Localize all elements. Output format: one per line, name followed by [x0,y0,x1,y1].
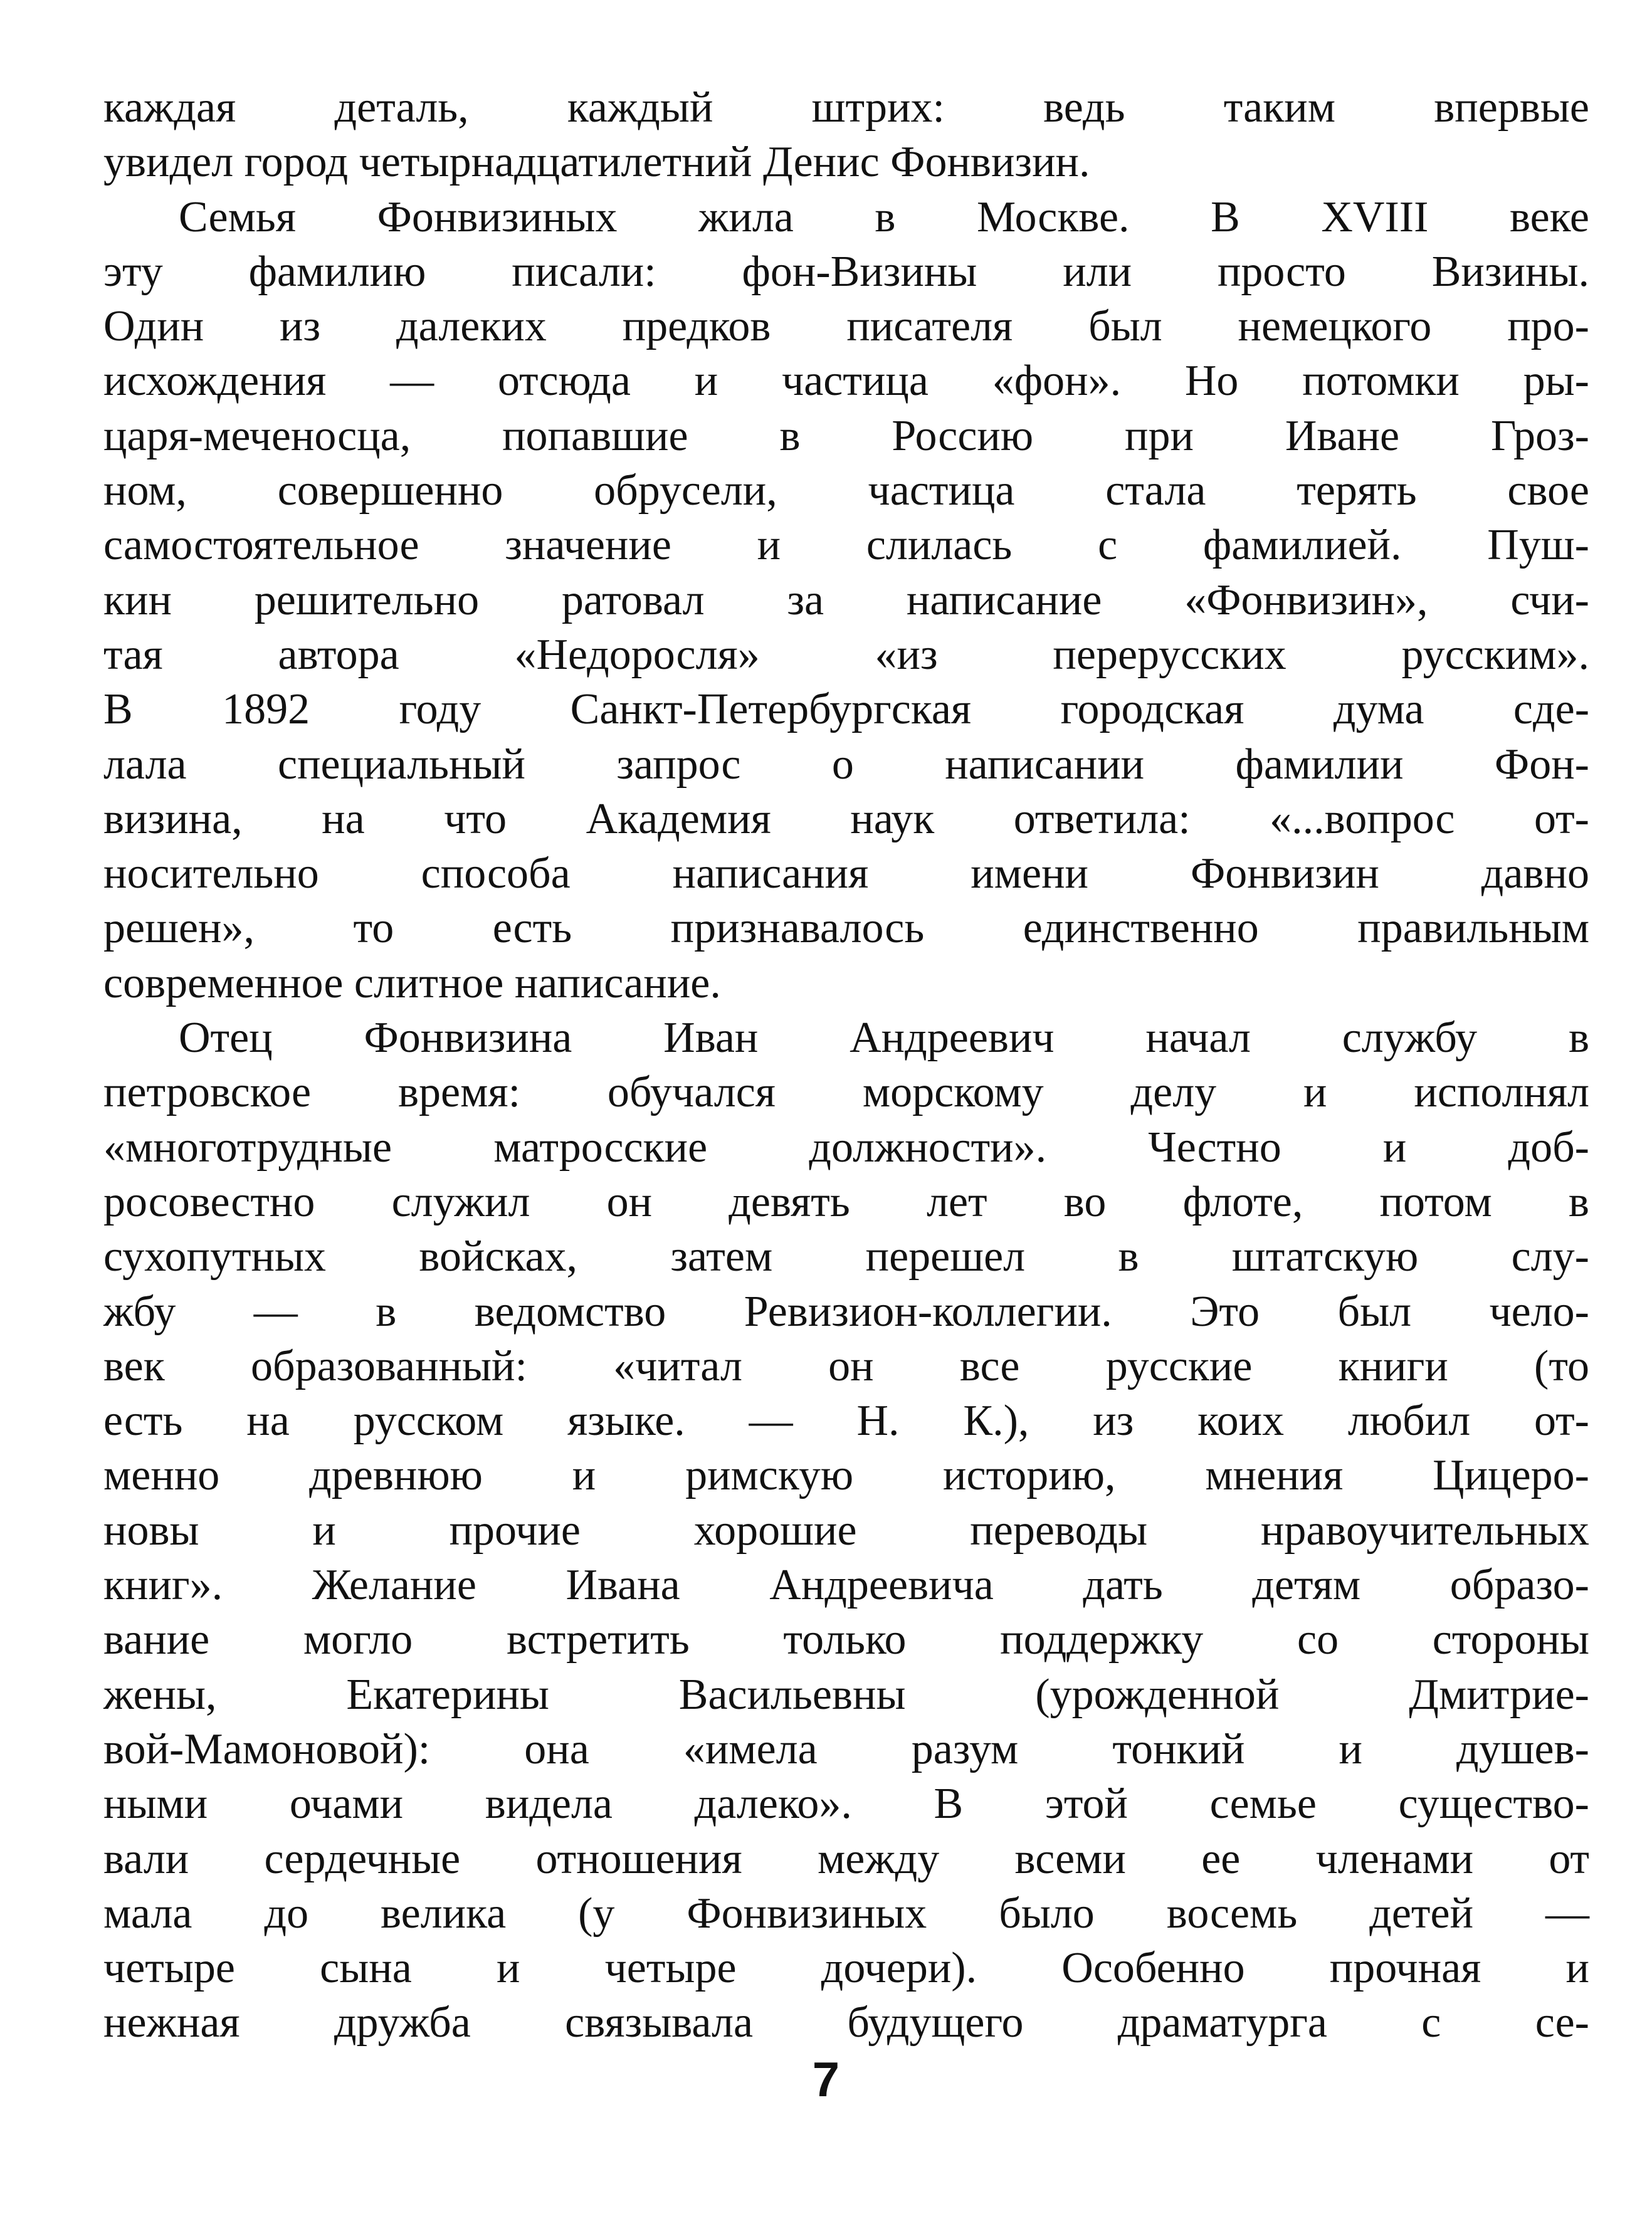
text-line: петровское время: обучался морскому делу и исполнял [103,1068,1589,1117]
text-line: вали сердечные отношения между всеми ее членами от [103,1834,1589,1883]
text-line: Семья Фонвизиных жила в Москве. В XVIII веке [179,192,1589,241]
text-line: лала специальный запрос о написании фамилии Фон- [103,740,1589,789]
text-line: современное слитное написание. [103,958,721,1007]
text-line: кин решительно ратовал за написание «Фонвизин», счи- [103,575,1589,624]
text-line: вой-Мамоновой): она «имела разум тонкий и душев- [103,1724,1589,1773]
text-line: ном, совершенно обрусели, частица стала терять свое [103,466,1589,515]
text-line: эту фамилию писали: фон-Визины или просто Визины. [103,247,1589,296]
text-line: вание могло встретить только поддержку со стороны [103,1615,1589,1664]
text-line: век образованный: «читал он все русские книги (то [103,1341,1589,1390]
page-body [103,80,1589,2050]
text-line: нежная дружба связывала будущего драматурга с се- [103,1998,1589,2047]
text-line: жены, Екатерины Васильевны (урожденной Дмитрие- [103,1670,1589,1719]
text-line: Отец Фонвизина Иван Андреевич начал службу в [179,1014,1589,1063]
text-line: визина, на что Академия наук ответила: «...вопрос от- [103,794,1589,843]
text-line: исхождения — отсюда и частица «фон». Но потомки ры- [103,357,1589,406]
text-line: есть на русском языке. — Н. К.), из коих любил от- [103,1397,1589,1446]
text-line: книг». Желание Ивана Андреевича дать детям образо- [103,1561,1589,1610]
text-line: увидел город четырнадцатилетний Денис Фонвизин. [103,138,1090,187]
text-line: тая автора «Недоросля» «из перерусских русским». [103,630,1589,679]
text-line: Один из далеких предков писателя был немецкого про- [103,302,1589,351]
text-line: носительно способа написания имени Фонвизин давно [103,849,1589,898]
text-line: самостоятельное значение и слилась с фамилией. Пуш- [103,521,1589,570]
text-line: росовестно служил он девять лет во флоте, потом в [103,1177,1589,1226]
text-line: жбу — в ведомство Ревизион-коллегии. Это был чело- [103,1287,1589,1336]
text-line: новы и прочие хорошие переводы нравоучительных [103,1506,1589,1555]
text-line: «многотрудные матросские должности». Честно и доб- [103,1123,1589,1172]
text-line: В 1892 году Санкт-Петербургская городская дума сде- [103,685,1589,734]
text-line: ными очами видела далеко». В этой семье существо- [103,1780,1589,1829]
text-line: менно древнюю и римскую историю, мнения Цицеро- [103,1451,1589,1500]
text-line: мала до велика (у Фонвизиных было восемь детей — [103,1889,1589,1938]
text-line: решен», то есть признавалось единственно правильным [103,904,1589,953]
text-line: четыре сына и четыре дочери). Особенно прочная и [103,1944,1589,1993]
text-line: каждая деталь, каждый штрих: ведь таким впервые [103,83,1589,132]
text-line: сухопутных войсках, затем перешел в штатскую слу- [103,1232,1589,1281]
page-number: 7 [812,2052,840,2107]
text-line: царя-меченосца, попавшие в Россию при Иване Гроз- [103,411,1589,460]
